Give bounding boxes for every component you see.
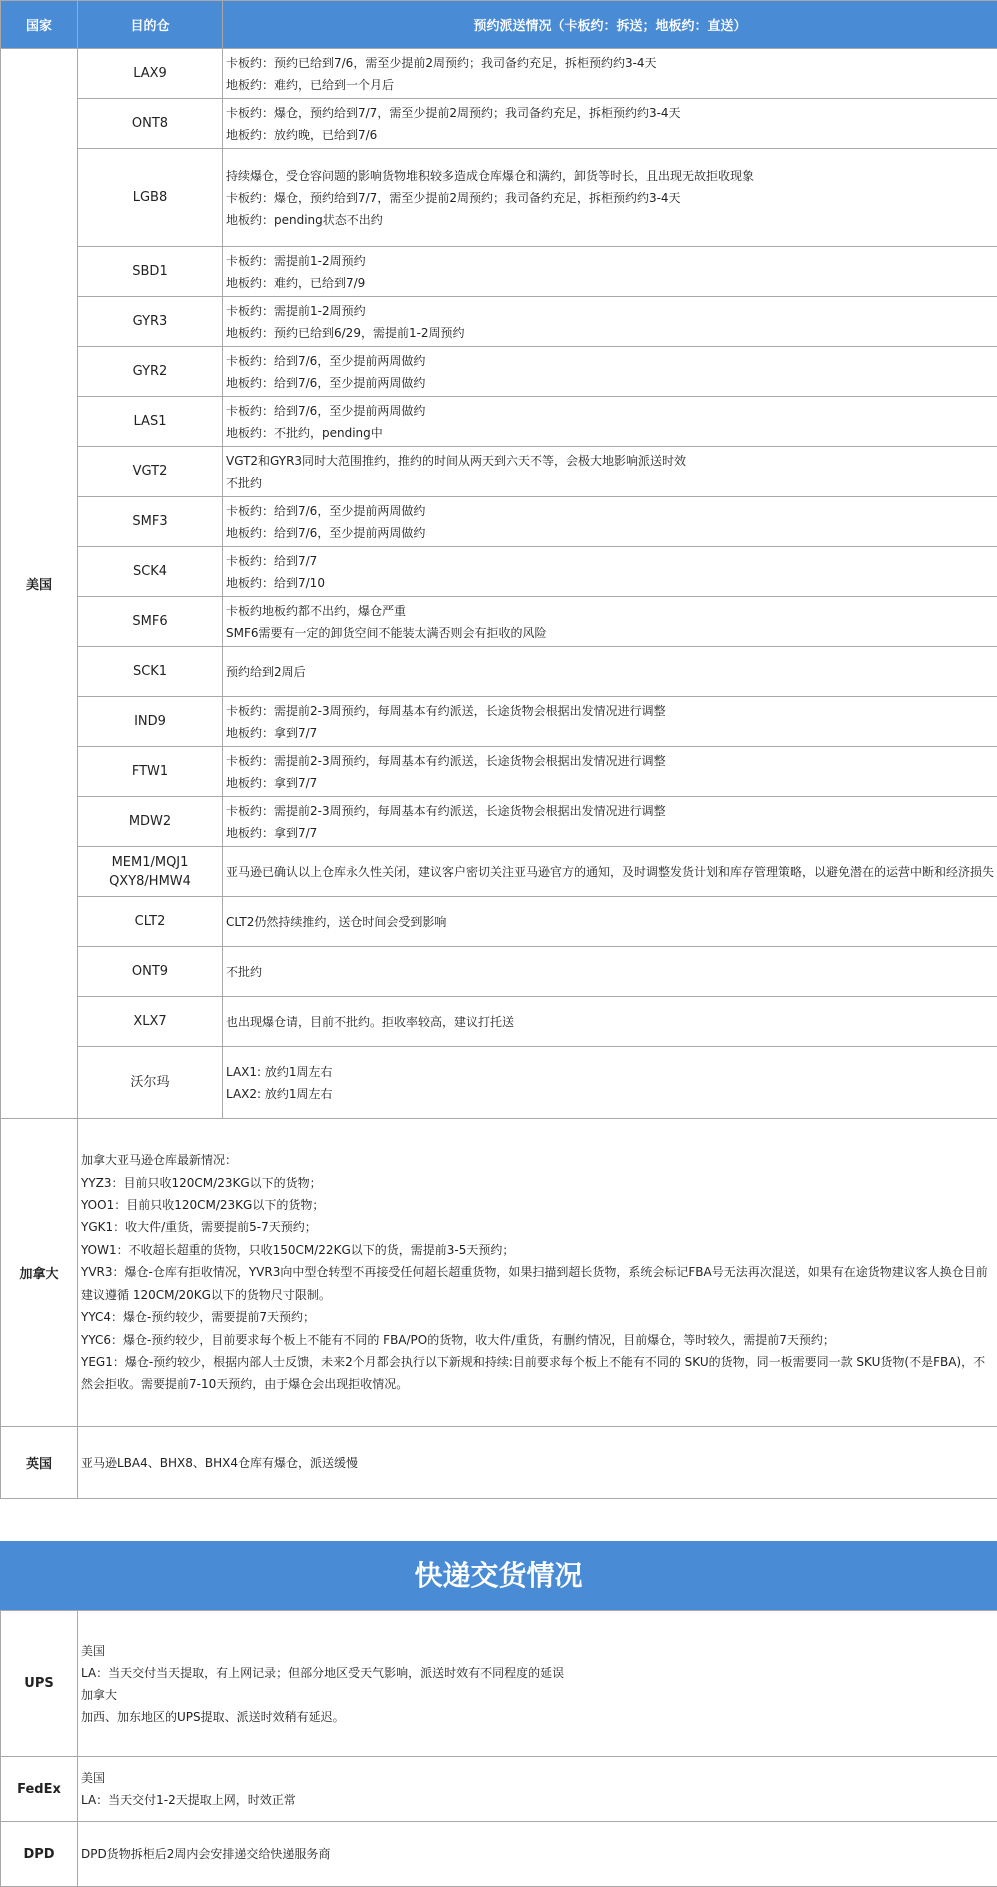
canada-status-line: YYZ3：目前只收120CM/23KG以下的货物； [81,1172,994,1194]
canada-status-line: YOO1：目前只收120CM/23KG以下的货物； [81,1194,994,1216]
status-line: 也出现爆仓请，目前不批约。拒收率较高，建议打托送 [226,1011,994,1033]
status-cell [223,747,997,797]
warehouse-cell [78,1047,223,1119]
table-row [1,847,997,897]
table-row [1,997,997,1047]
country-cell-ca: 加拿大 [1,1119,78,1427]
carrier-status-line: 美国 [81,1767,994,1789]
carrier-status-line: 加拿大 [81,1684,994,1706]
status-line: 卡板约：需提前2-3周预约，每周基本有约派送，长途货物会根据出发情况进行调整 [226,700,994,722]
warehouse-code: LAX9 [78,64,222,83]
country-cell-uk: 英国 [1,1427,78,1499]
table-row [1,99,997,149]
status-cell [223,347,997,397]
warehouse-cell [78,747,223,797]
status-line: 地板约：给到7/6，至少提前两周做约 [226,522,994,544]
warehouse-cell [78,49,223,99]
status-cell [223,49,997,99]
canada-status-line: YYC4：爆仓-预约较少，需要提前7天预约； [81,1306,994,1328]
status-line: LAX1: 放约1周左右 [226,1061,994,1083]
table-row [1,347,997,397]
table-row [1,497,997,547]
warehouse-code: MDW2 [78,812,222,831]
warehouse-cell [78,847,223,897]
canada-status-line: YOW1：不收超长超重的货物，只收150CM/22KG以下的货，需提前3-5天预约； [81,1239,994,1261]
carrier-status-line: LA：当天交付当天提取，有上网记录；但部分地区受天气影响，派送时效有不同程度的延误 [81,1662,994,1684]
status-line: 不批约 [226,961,994,983]
warehouse-code: 沃尔玛 [78,1073,222,1092]
status-line: 地板约：放约晚，已给到7/6 [226,124,994,146]
status-line: 地板约：拿到7/7 [226,822,994,844]
status-cell [223,997,997,1047]
status-line: 地板约：不批约，pending中 [226,422,994,444]
status-cell [223,397,997,447]
carrier-name: UPS [1,1611,78,1757]
warehouse-cell [78,597,223,647]
carrier-status-cell [78,1822,997,1887]
warehouse-cell [78,797,223,847]
status-cell [223,1047,997,1119]
status-line: 地板约：拿到7/7 [226,722,994,744]
table-row [1,49,997,99]
status-line: 卡板约：给到7/6，至少提前两周做约 [226,400,994,422]
warehouse-cell [78,947,223,997]
carrier-row [1,1757,997,1822]
warehouse-cell [78,297,223,347]
warehouse-cell [78,897,223,947]
table-row [1,897,997,947]
header-status: 预约派送情况（卡板约：拆送；地板约：直送） [223,1,997,49]
table-header-row [1,1,997,49]
carrier-status-cell [78,1611,997,1757]
canada-status-cell [78,1119,997,1427]
warehouse-cell [78,997,223,1047]
status-cell [223,547,997,597]
status-line: 卡板约：需提前1-2周预约 [226,250,994,272]
warehouse-cell [78,447,223,497]
header-warehouse: 目的仓 [78,1,223,49]
warehouse-code: LAS1 [78,412,222,431]
status-line: 持续爆仓，受仓容问题的影响货物堆积较多造成仓库爆仓和满约，卸货等时长，且出现无故拒收现象 [226,165,994,187]
warehouse-code: MEM1/MQJ1 [78,853,222,872]
status-line: 卡板约：爆仓，预约给到7/7，需至少提前2周预约；我司备约充足，拆柜预约约3-4天 [226,102,994,124]
table-row [1,247,997,297]
status-cell [223,847,997,897]
status-cell [223,99,997,149]
table-row [1,547,997,597]
table-row [1,1047,997,1119]
status-cell [223,497,997,547]
carrier-status-line: LA：当天交付1-2天提取上网，时效正常 [81,1789,994,1811]
warehouse-code: ONT8 [78,114,222,133]
warehouse-code: GYR2 [78,362,222,381]
status-line: 地板约：给到7/6，至少提前两周做约 [226,372,994,394]
warehouse-cell [78,397,223,447]
table-row [1,797,997,847]
table-row [1,397,997,447]
carrier-status-line: 美国 [81,1640,994,1662]
warehouse-code: FTW1 [78,762,222,781]
canada-status-line: YGK1：收大件/重货，需要提前5-7天预约； [81,1216,994,1238]
warehouse-cell [78,347,223,397]
status-cell [223,697,997,747]
carrier-row [1,1611,997,1757]
country-cell-us: 美国 [1,49,78,1119]
table-row-uk [1,1427,997,1499]
status-line: 卡板约：给到7/6，至少提前两周做约 [226,500,994,522]
status-line: 卡板约：需提前2-3周预约，每周基本有约派送，长途货物会根据出发情况进行调整 [226,800,994,822]
status-line: 卡板约：爆仓，预约给到7/7，需至少提前2周预约；我司备约充足，拆柜预约约3-4天 [226,187,994,209]
table-row [1,597,997,647]
warehouse-cell [78,149,223,247]
table-row [1,447,997,497]
express-delivery-table [0,1610,997,1887]
status-line: CLT2仍然持续推约，送仓时间会受到影响 [226,911,994,933]
carrier-status-line: 加西、加东地区的UPS提取、派送时效稍有延迟。 [81,1706,994,1728]
warehouse-code: SBD1 [78,262,222,281]
status-line: 不批约 [226,472,994,494]
warehouse-code: SCK4 [78,562,222,581]
status-cell [223,597,997,647]
warehouse-cell [78,647,223,697]
warehouse-code: VGT2 [78,462,222,481]
status-line: 地板约：给到7/10 [226,572,994,594]
warehouse-code: XLX7 [78,1012,222,1031]
status-line: LAX2: 放约1周左右 [226,1083,994,1105]
table-row [1,149,997,247]
warehouse-code: GYR3 [78,312,222,331]
warehouse-code: SMF3 [78,512,222,531]
canada-status-line: YVR3：爆仓-仓库有拒收情况，YVR3向中型仓转型不再接受任何超长超重货物，如果扫描到超长货物，系统会标记FBA号无法再次混送，如果有在途货物建议客人换仓目前建议遵循 120CM/20KG以下的货物尺寸限制。 [81,1261,994,1306]
status-line: 地板约：拿到7/7 [226,772,994,794]
warehouse-code: QXY8/HMW4 [78,872,222,891]
status-line: SMF6需要有一定的卸货空间不能装太满否则会有拒收的风险 [226,622,994,644]
warehouse-cell [78,547,223,597]
carrier-status-line: DPD货物拆柜后2周内会安排递交给快递服务商 [81,1843,994,1865]
canada-status-line: YEG1：爆仓-预约较少，根据内部人士反馈，未来2个月都会执行以下新规和持续:目前要求每个板上不能有不同的 SKU的货物，同一板需要同一款 SKU货物(不是FBA)，不然会拒收。需要提前7-10天预约，由于爆仓会出现拒收情况。 [81,1351,994,1396]
status-line: 卡板约：需提前1-2周预约 [226,300,994,322]
uk-status-line: 亚马逊LBA4、BHX8、BHX4仓库有爆仓，派送缓慢 [81,1452,994,1474]
canada-status-line: 加拿大亚马逊仓库最新情况： [81,1149,994,1171]
express-section-title: 快递交货情况 [0,1541,997,1610]
carrier-row [1,1822,997,1887]
header-country: 国家 [1,1,78,49]
carrier-status-cell [78,1757,997,1822]
table-row [1,297,997,347]
warehouse-code: IND9 [78,712,222,731]
status-cell [223,797,997,847]
status-cell [223,647,997,697]
status-line: 卡板约：给到7/7 [226,550,994,572]
status-line: 卡板约：给到7/6，至少提前两周做约 [226,350,994,372]
status-line: 卡板约地板约都不出约，爆仓严重 [226,600,994,622]
warehouse-code: ONT9 [78,962,222,981]
status-line: 卡板约：预约已给到7/6，需至少提前2周预约；我司备约充足，拆柜预约约3-4天 [226,52,994,74]
warehouse-code: SMF6 [78,612,222,631]
status-cell [223,447,997,497]
warehouse-cell [78,99,223,149]
status-cell [223,947,997,997]
uk-status-cell [78,1427,997,1499]
status-line: 预约给到2周后 [226,661,994,683]
table-row [1,947,997,997]
status-cell [223,247,997,297]
status-line: VGT2和GYR3同时大范围推约，推约的时间从两天到六天不等，会极大地影响派送时效 [226,450,994,472]
warehouse-code: CLT2 [78,912,222,931]
status-cell [223,297,997,347]
table-row [1,697,997,747]
status-line: 地板约：pending状态不出约 [226,209,994,231]
warehouse-code: SCK1 [78,662,222,681]
warehouse-cell [78,697,223,747]
status-line: 地板约：难约，已给到一个月后 [226,74,994,96]
table-row [1,747,997,797]
warehouse-cell [78,497,223,547]
status-line: 亚马逊已确认以上仓库永久性关闭，建议客户密切关注亚马逊官方的通知，及时调整发货计划和库存管理策略，以避免潜在的运营中断和经济损失 [226,861,994,883]
status-line: 地板约：预约已给到6/29，需提前1-2周预约 [226,322,994,344]
table-row [1,647,997,697]
status-cell [223,149,997,247]
status-line: 地板约：难约，已给到7/9 [226,272,994,294]
carrier-name: DPD [1,1822,78,1887]
status-cell [223,897,997,947]
warehouse-code: LGB8 [78,188,222,207]
status-line: 卡板约：需提前2-3周预约，每周基本有约派送，长途货物会根据出发情况进行调整 [226,750,994,772]
table-row-canada [1,1119,997,1427]
carrier-name: FedEx [1,1757,78,1822]
warehouse-cell [78,247,223,297]
canada-status-line: YYC6：爆仓-预约较少，目前要求每个板上不能有不同的 FBA/PO的货物，收大件/重货，有删约情况，目前爆仓，等时较久，需提前7天预约； [81,1329,994,1351]
